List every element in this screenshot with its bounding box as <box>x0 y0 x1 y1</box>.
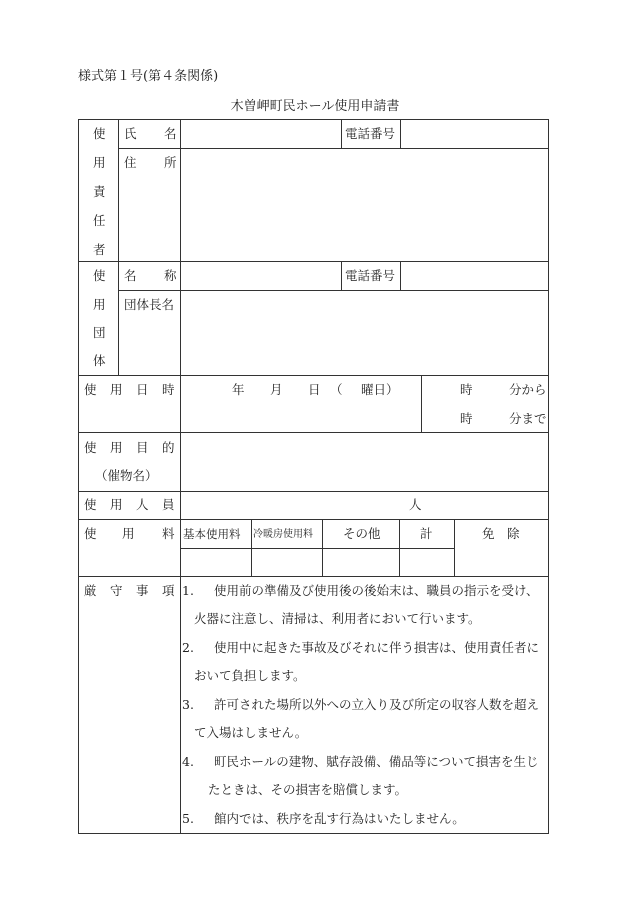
responsible-phone-field[interactable] <box>401 120 548 148</box>
rules-label-char: 厳 <box>84 583 97 598</box>
rule-text-line: 町民ホールの建物、賦存設備、備品等について損害を生じ <box>214 754 539 769</box>
org-rep-label: 団体長名 <box>124 297 175 312</box>
responsible-label-char: 者 <box>93 242 106 257</box>
form-number: 様式第１号(第４条関係) <box>78 69 219 84</box>
rules-label-char: 事 <box>136 583 149 598</box>
attendance-label-char: 使 <box>84 497 97 512</box>
fee-basic-header: 基本使用料 <box>183 527 241 541</box>
hour-to-label: 時 <box>460 411 473 426</box>
rules-label-char: 守 <box>110 583 123 598</box>
rule-text-line: 館内では、秩序を乱す行為はいたしません。 <box>214 811 465 826</box>
org-label-char: 体 <box>93 353 106 368</box>
org-label-char: 団 <box>93 325 106 340</box>
rule-text-line: 火器に注意し、清掃は、利用者において行います。 <box>194 611 481 626</box>
rule-right <box>548 119 549 834</box>
org-name-field[interactable] <box>181 262 341 290</box>
attendance-unit: 人 <box>409 497 422 512</box>
rule-phone-left <box>341 119 342 148</box>
fee-label-char: 料 <box>162 526 175 541</box>
min-to-label: 分まで <box>509 411 547 426</box>
year-label: 年 <box>232 382 245 397</box>
attendance-label-char: 人 <box>136 497 149 512</box>
fee-label-char: 使 <box>84 526 97 541</box>
rule-text-line: おいて負担します。 <box>194 668 306 683</box>
month-label: 月 <box>270 382 283 397</box>
fee-exempt-field[interactable] <box>455 549 548 576</box>
event-name-label: （催物名） <box>95 468 158 483</box>
fee-aircon-field[interactable] <box>252 549 322 576</box>
purpose-label-char: 用 <box>110 440 123 455</box>
fee-total-header: 計 <box>420 526 433 541</box>
phone-label: 電話番号 <box>345 126 396 141</box>
address-label: 所 <box>164 155 177 170</box>
fee-other-header: その他 <box>343 526 381 541</box>
purpose-field[interactable] <box>181 433 548 491</box>
responsible-label-char: 任 <box>93 213 106 228</box>
rule-number: 3. <box>182 697 194 712</box>
attendance-field[interactable] <box>181 492 548 519</box>
address-label: 住 <box>124 155 137 170</box>
org-phone-field[interactable] <box>401 262 548 290</box>
hour-from-label: 時 <box>460 382 473 397</box>
responsible-label-char: 用 <box>93 155 106 170</box>
name-label: 氏 <box>124 126 137 141</box>
name-label: 名 <box>164 126 177 141</box>
responsible-name-field[interactable] <box>181 120 341 148</box>
responsible-address-field[interactable] <box>181 149 548 261</box>
purpose-label-char: 的 <box>162 440 175 455</box>
attendance-label-char: 員 <box>162 497 175 512</box>
org-label-char: 使 <box>93 268 106 283</box>
fee-other-field[interactable] <box>323 549 399 576</box>
fee-exempt-header: 免 除 <box>482 526 520 541</box>
rule-sublabel <box>118 119 119 375</box>
attendance-label-char: 用 <box>110 497 123 512</box>
responsible-label-char: 責 <box>93 184 106 199</box>
responsible-label-char: 使 <box>93 126 106 141</box>
rule-fee-end <box>78 576 549 577</box>
rule-number: 1. <box>182 583 194 598</box>
day-label: 日 <box>308 382 321 397</box>
org-label-char: 用 <box>93 297 106 312</box>
rule-number: 4. <box>182 754 194 769</box>
purpose-label-char: 目 <box>136 440 149 455</box>
min-from-label: 分から <box>509 382 547 397</box>
rule-text-line: 許可された場所以外への立入り及び所定の収容人数を超え <box>214 697 540 712</box>
datetime-label-char: 用 <box>110 382 123 397</box>
rule-number: 2. <box>182 640 194 655</box>
form-title: 木曽岬町民ホール使用申請書 <box>230 99 400 114</box>
datetime-label-char: 時 <box>162 382 175 397</box>
purpose-label-char: 使 <box>84 440 97 455</box>
org-rep-field[interactable] <box>181 291 548 375</box>
fee-basic-field[interactable] <box>181 549 251 576</box>
org-name-label: 称 <box>164 268 177 283</box>
datetime-label-char: 日 <box>136 382 149 397</box>
rule-bottom <box>78 833 549 834</box>
rule-org-phone-left <box>341 261 342 290</box>
fee-aircon-header: 冷暖房使用料 <box>253 529 313 540</box>
rule-attendance-end <box>78 519 549 520</box>
rules-label-char: 項 <box>162 583 175 598</box>
weekday-label: 曜日） <box>361 382 399 397</box>
rule-text-line: 使用前の準備及び使用後の後始末は、職員の指示を受け、 <box>214 583 539 598</box>
rule-text-line: たときは、その損害を賠償します。 <box>208 782 408 797</box>
rule-left <box>78 119 79 834</box>
weekday-open: （ <box>330 382 343 397</box>
rule-text-line: て入場はしません。 <box>194 725 308 740</box>
rule-text-line: 使用中に起きた事故及びそれに伴う損害は、使用責任者に <box>214 640 540 655</box>
datetime-label-char: 使 <box>84 382 97 397</box>
fee-label-char: 用 <box>122 526 135 541</box>
org-name-label: 名 <box>124 268 137 283</box>
rule-number: 5. <box>182 811 194 826</box>
fee-total-field[interactable] <box>400 549 454 576</box>
org-phone-label: 電話番号 <box>345 268 396 283</box>
